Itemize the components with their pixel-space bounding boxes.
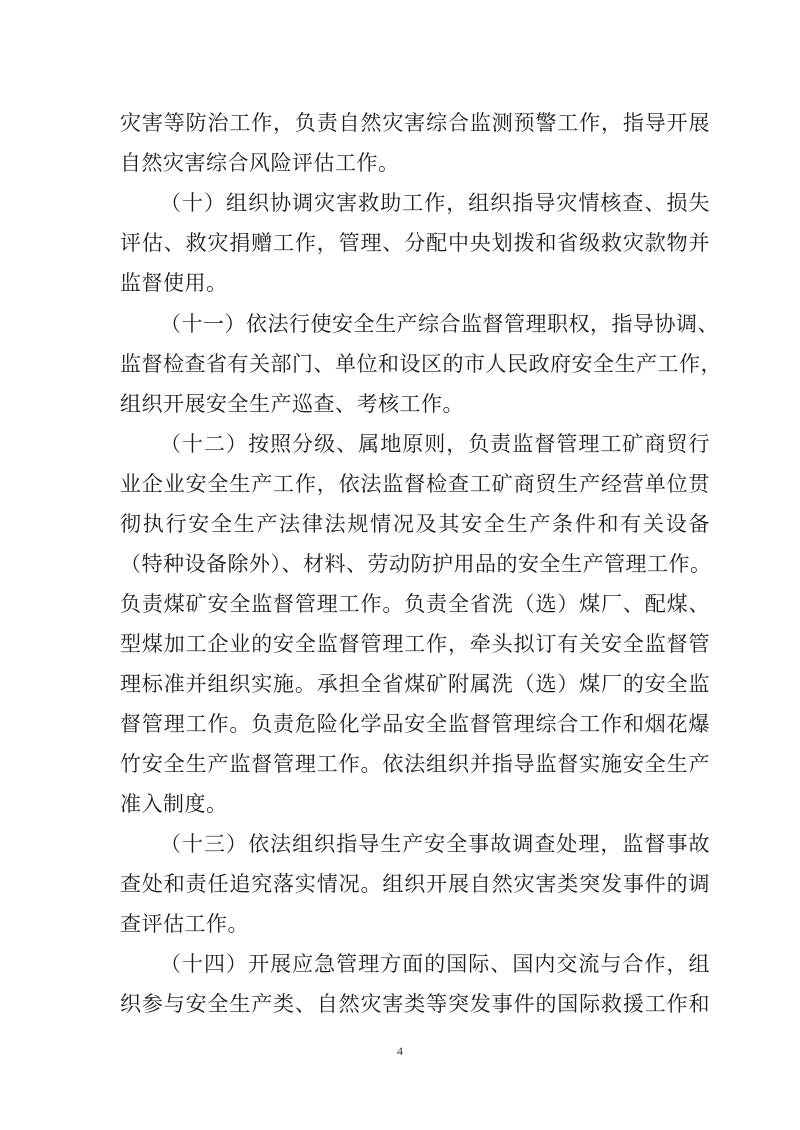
page-number: 4 — [397, 1044, 403, 1058]
text-line: 督管理工作。负责危险化学品安全监督管理综合工作和烟花爆 — [120, 712, 710, 736]
text-line: 准入制度。 — [120, 792, 228, 816]
text-line: 监督检查省有关部门、单位和设区的市人民政府安全生产工作， — [120, 352, 722, 376]
text-line: 型煤加工企业的安全监督管理工作，牵头拟订有关安全监督管 — [120, 632, 710, 656]
text-line: （十一）依法行使安全生产综合监督管理职权，指导协调、 — [160, 312, 719, 336]
text-line: 查评估工作。 — [120, 912, 249, 936]
text-line: 理标准并组织实施。承担全省煤矿附属洗（选）煤厂的安全监 — [120, 672, 710, 696]
text-line: 竹安全生产监督管理工作。依法组织并指导监督实施安全生产 — [120, 752, 710, 776]
text-line: （特种设备除外）、材料、劳动防护用品的安全生产管理工作。 — [120, 552, 712, 576]
text-line: 自然灾害综合风险评估工作。 — [120, 151, 400, 175]
text-line: 监督使用。 — [120, 271, 228, 295]
text-line: （十二）按照分级、属地原则，负责监督管理工矿商贸行 — [160, 432, 710, 456]
text-line: （十三）依法组织指导生产安全事故调查处理，监督事故 — [160, 832, 710, 856]
text-line: 彻执行安全生产法律法规情况及其安全生产条件和有关设备 — [120, 512, 710, 536]
text-line: 查处和责任追究落实情况。组织开展自然灾害类突发事件的调 — [120, 872, 710, 896]
text-line: 负责煤矿安全监督管理工作。负责全省洗（选）煤厂、配煤、 — [120, 592, 710, 616]
text-line: （十）组织协调灾害救助工作，组织指导灾情核查、损失 — [160, 191, 710, 215]
text-line: 灾害等防治工作，负责自然灾害综合监测预警工作，指导开展 — [120, 111, 710, 135]
text-line: 业企业安全生产工作，依法监督检查工矿商贸生产经营单位贯 — [120, 472, 710, 496]
text-line: （十四）开展应急管理方面的国际、国内交流与合作，组 — [160, 952, 710, 976]
text-line: 组织开展安全生产巡查、考核工作。 — [120, 392, 464, 416]
text-line: 织参与安全生产类、自然灾害类等突发事件的国际救援工作和 — [120, 992, 710, 1016]
text-line: 评估、救灾捐赠工作，管理、分配中央划拨和省级救灾款物并 — [120, 231, 710, 255]
